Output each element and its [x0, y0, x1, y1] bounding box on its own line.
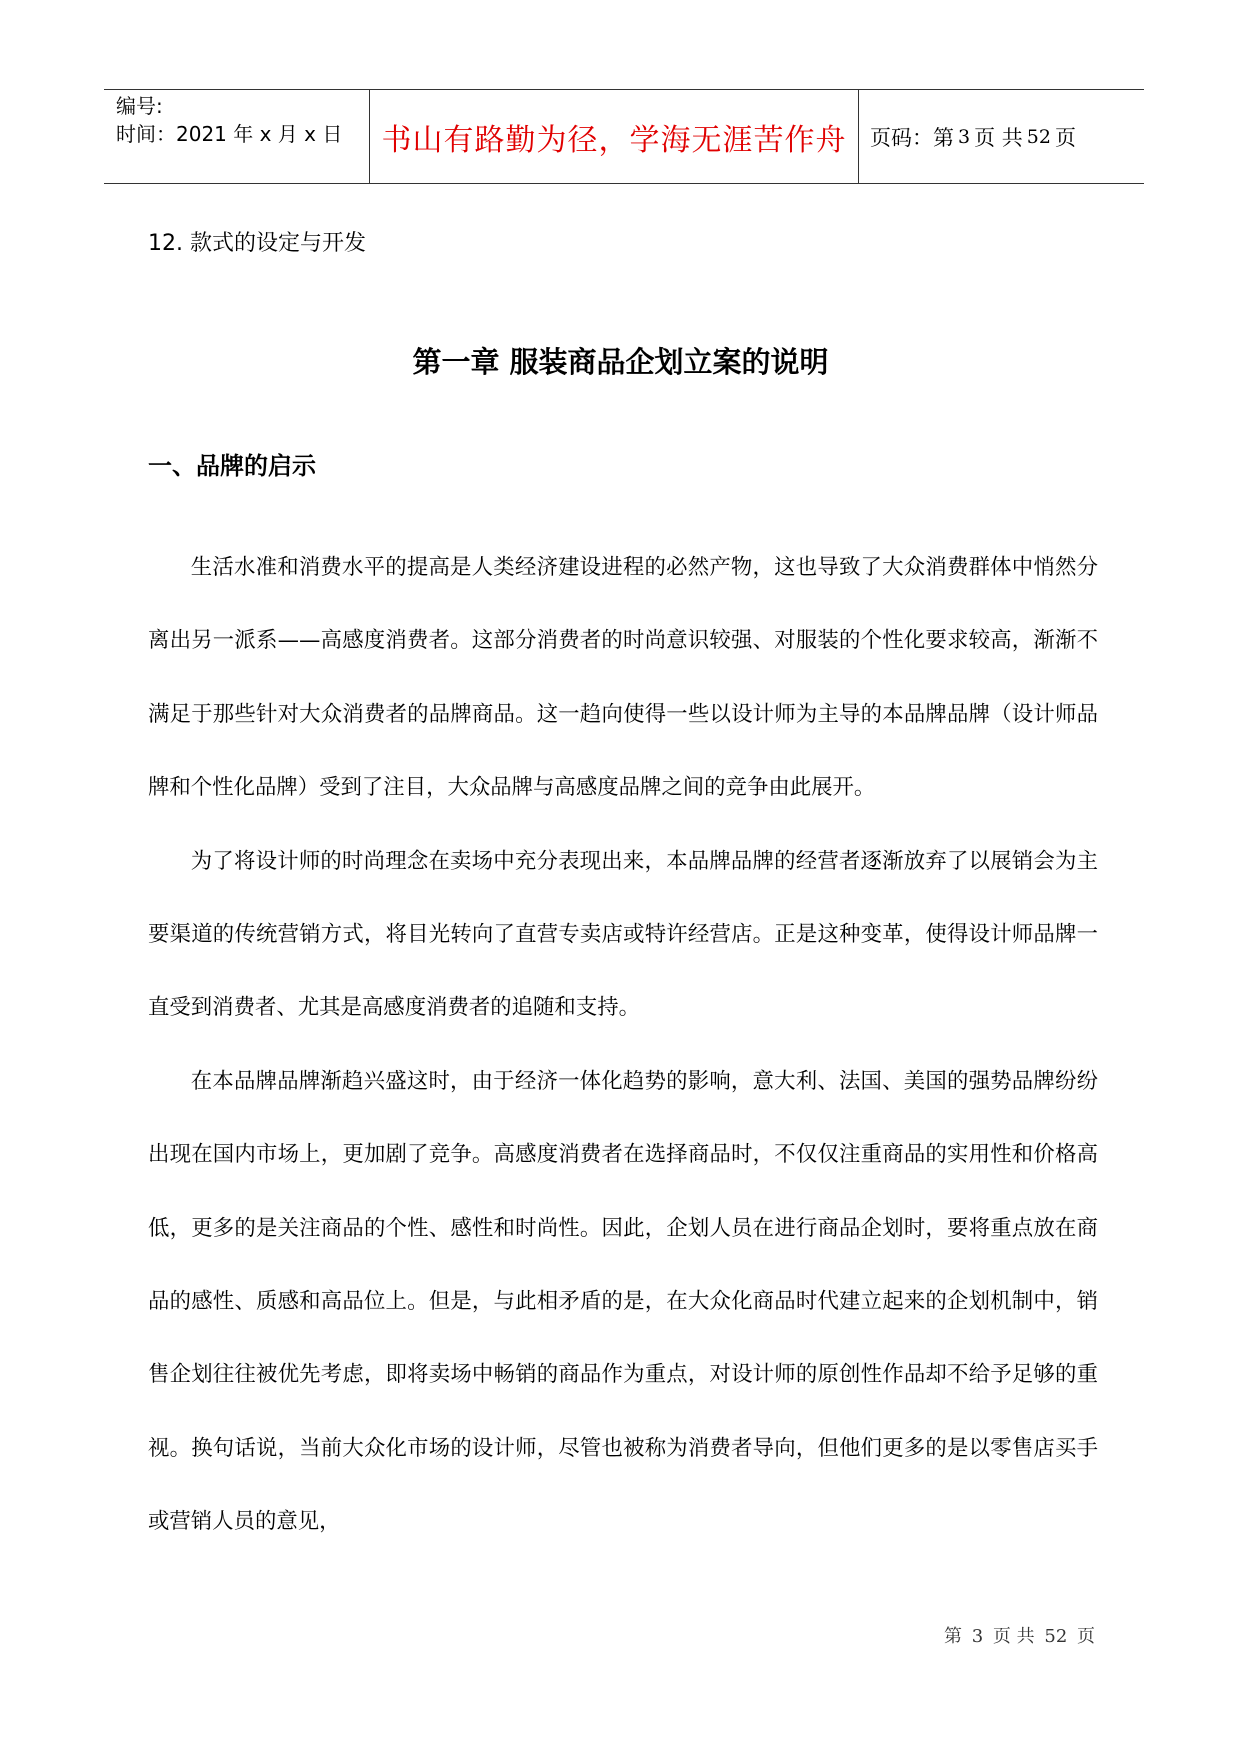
header-divider-right [858, 90, 859, 183]
footer-suffix: 页 [1077, 1626, 1096, 1647]
paragraph: 在本品牌品牌渐趋兴盛这时，由于经济一体化趋势的影响，意大利、法国、美国的强势品牌纷纷出现在国内市场上，更加剧了竞争。高感度消费者在选择商品时，不仅仅注重商品的实用性和价格高低，更多的是关注商品的个性、感性和时尚性。因此，企划人员在进行商品企划时，要将重点放在商品的感性、质感和高品位上。但是，与此相矛盾的是，在大众化商品时代建立起来的企划机制中，销售企划往往被优先考虑，即将卖场中畅销的商品作为重点，对设计师的原创性作品却不给予足够的重视。换句话说，当前大众化市场的设计师，尽管也被称为消费者导向，但他们更多的是以零售店买手或营销人员的意见， [148, 1068, 1098, 1535]
header-page-current: 3 [958, 125, 971, 148]
toc-item: 12. 款式的设定与开发 [148, 231, 366, 256]
header-page-suffix: 页 [1054, 125, 1076, 150]
paragraph: 生活水准和消费水平的提高是人类经济建设进程的必然产物，这也导致了大众消费群体中悄然分离出另一派系——高感度消费者。这部分消费者的时尚意识较强、对服装的个性化要求较高，渐渐不满足于那些针对大众消费者的品牌商品。这一趋向使得一些以设计师为主导的本品牌品牌（设计师品牌和个性化品牌）受到了注目，大众品牌与高感度品牌之间的竞争由此展开。 [148, 555, 1098, 801]
footer-total: 52 [1044, 1626, 1068, 1647]
body-text [148, 531, 1098, 1559]
header-page-total: 52 [1026, 125, 1051, 148]
header-page-mid: 页 共 [974, 125, 1023, 150]
header-page-prefix: 页码：第 [870, 125, 954, 150]
header-page-number [870, 90, 1076, 183]
page-header [104, 89, 1144, 184]
time-label: 时间：2021 年 x 月 x 日 [116, 122, 343, 146]
paragraph: 为了将设计师的时尚理念在卖场中充分表现出来，本品牌品牌的经营者逐渐放弃了以展销会为主要渠道的传统营销方式，将目光转向了直营专卖店或特许经营店。正是这种变革，使得设计师品牌一直受到消费者、尤其是高感度消费者的追随和支持。 [148, 848, 1098, 1021]
header-meta [116, 92, 342, 148]
footer-mid: 页 共 [992, 1626, 1035, 1647]
footer-prefix: 第 [944, 1626, 962, 1647]
serial-label: 编号: [116, 94, 163, 118]
chapter-title: 第一章 服装商品企划立案的说明 [412, 345, 829, 379]
footer-current: 3 [971, 1626, 984, 1647]
section-title: 一、品牌的启示 [148, 452, 316, 480]
page-footer [944, 1622, 1095, 1648]
header-motto: 书山有路勤为径，学海无涯苦作舟 [381, 122, 847, 158]
